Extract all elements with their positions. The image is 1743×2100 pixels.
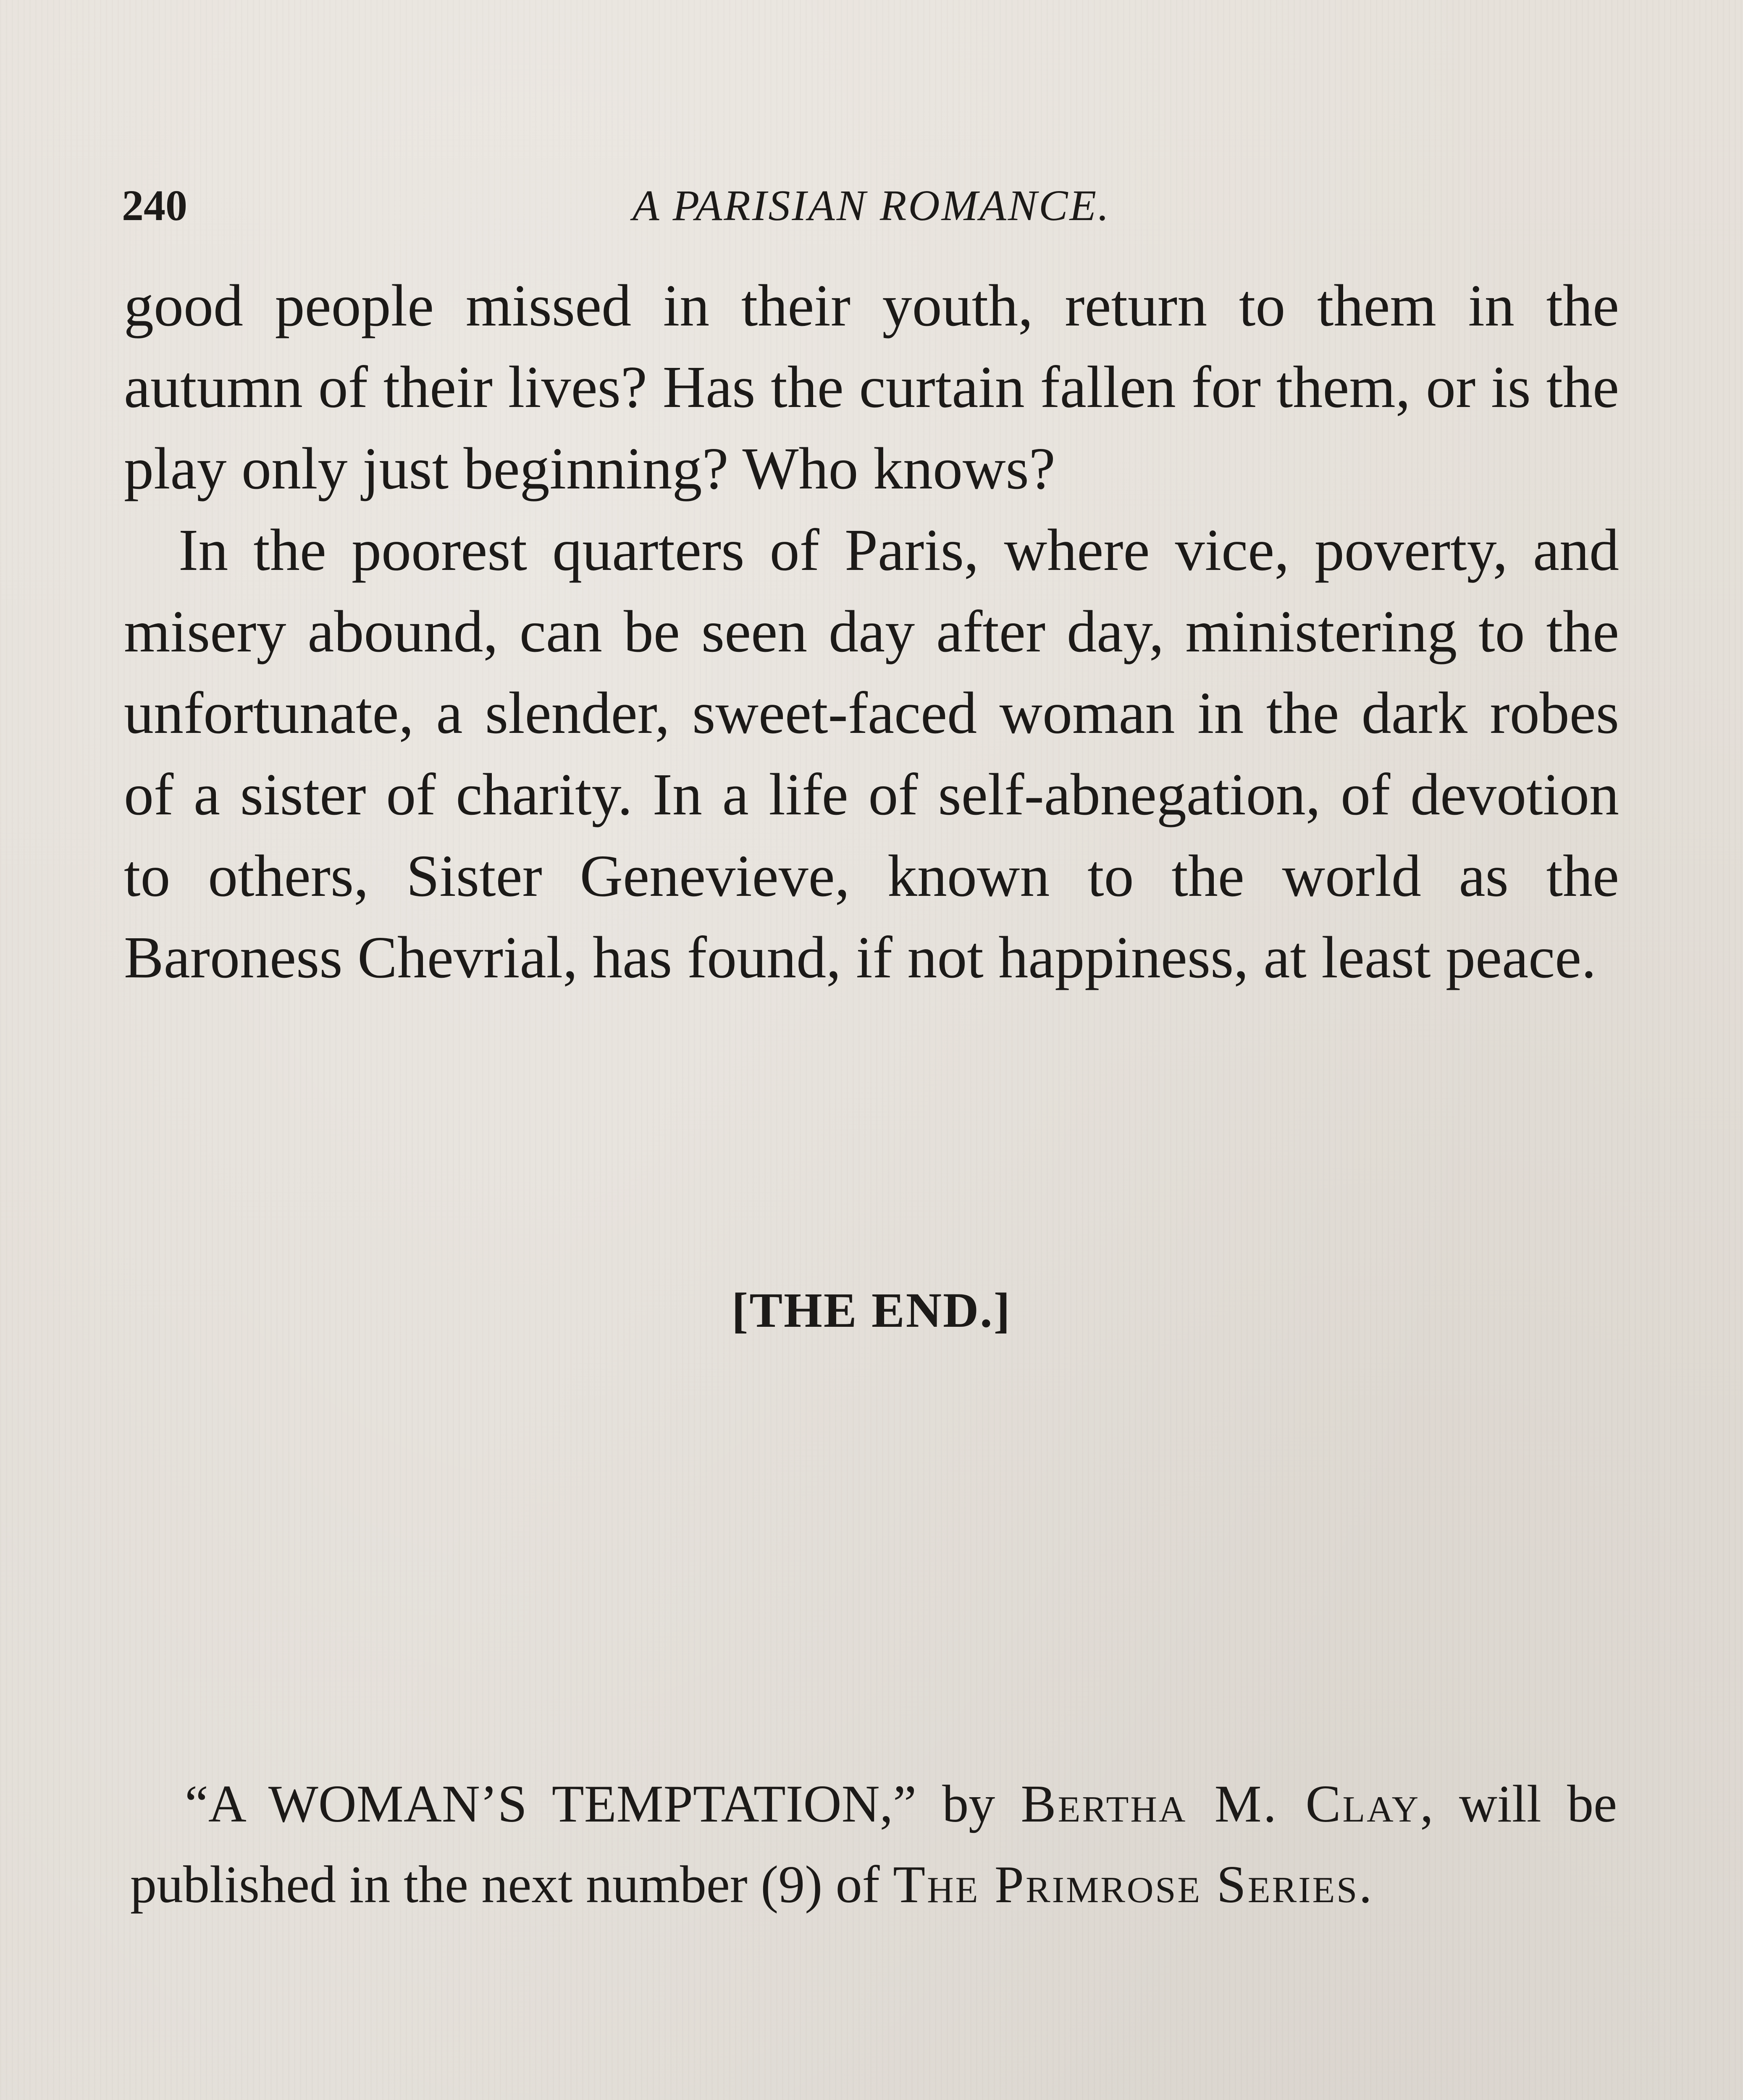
notice-by: by [942,1775,995,1833]
page-number: 240 [122,181,187,230]
the-end-marker: [THE END.] [732,1283,1011,1338]
chapter-text [124,265,1619,998]
paragraph-final: In the poorest quarters of Paris, where vice, poverty, and misery abound, can be seen day after day, ministering to the unfortunate, a slender, sweet-faced woman in the dark robes of a sister of charity. In a life of self-abnegation, of devotion to others, Sister Genevieve, known to the world as the Baroness Chevrial, has found, if not happiness, at least peace. [124,517,1619,990]
notice-author: Bertha M. Clay [1021,1775,1420,1833]
notice-middle: , will be published in the next number (9) of [130,1775,1617,1914]
notice-series: The Primrose Series [893,1856,1359,1914]
running-title: A PARISIAN ROMANCE. [632,181,1111,230]
notice-end: . [1359,1856,1372,1914]
paragraph-continued: good people missed in their youth, return to them in the autumn of their lives? Has the curtain fallen for them, or is the play only just beginning? Who knows? [124,272,1619,501]
running-head [122,176,1621,235]
next-number-notice [130,1764,1617,1925]
notice-title: “A WOMAN’S TEMPTATION,” [185,1775,917,1833]
